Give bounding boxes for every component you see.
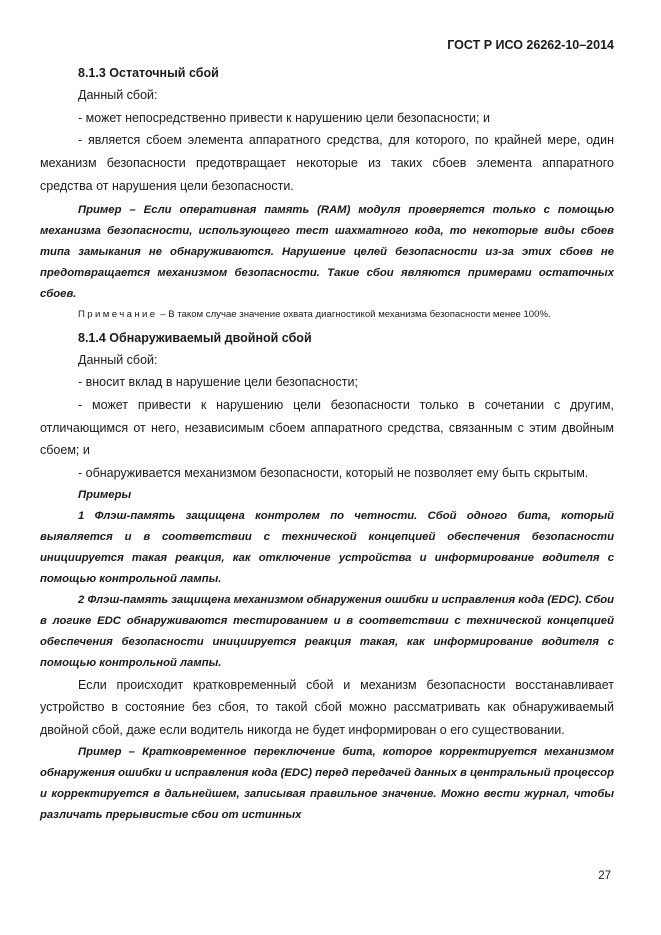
page-content (40, 62, 614, 826)
body-paragraph: Если происходит кратковременный сбой и механизм безопасности восстанавливает устройство в состояние без сбоя, то такой сбой можно рассматривать как обнаруживаемый двойной сбой, даже если водитель никогда не будет информирован о его существовании. (40, 677, 614, 738)
section-title-8-1-3: 8.1.3 Остаточный сбой (78, 66, 219, 80)
example-text: Пример – Если оперативная память (RAM) модуля проверяется только с помощью механизма безопасности, использующего тест шахматного кода, то некоторые виды сбоев типа замыкания не обнаруживаются. Нарушение целей безопасности из-за этих сбоев не предотвращается механизмом безопасности. Такие сбои являются примерами остаточных сбоев. (40, 203, 614, 300)
page-number: 27 (598, 870, 611, 882)
list-item: - обнаруживается механизмом безопасности, который не позволяет ему быть скрытым. (78, 466, 589, 481)
section-title-8-1-4: 8.1.4 Обнаруживаемый двойной сбой (78, 330, 312, 345)
note-label: Примечание (78, 308, 158, 320)
section-intro: Данный сбой: (78, 352, 158, 367)
example-text: 2 Флэш-память защищена механизмом обнаружения ошибки и исправления кода (EDC). Сбои в логике EDC обнаруживаются тестированием и в соответствии с технической концепцией обеспечения безопасности инициируется реакция такая, как информирование водителя с помощью контрольной лампы. (40, 593, 614, 669)
example-text: 1 Флэш-память защищена контролем по четности. Сбой одного бита, который выявляется и в соответствии с технической концепцией обеспечения безопасности инициируется такая реакция, как отключение устройства и информирование водителя с помощью контрольной лампы. (40, 509, 614, 585)
note-body: – В таком случае значение охвата диагностикой механизма безопасности менее 100%. (157, 308, 551, 320)
list-item: - вносит вклад в нарушение цели безопасности; (78, 375, 358, 390)
note-text (40, 305, 614, 325)
list-item: - может непосредственно привести к нарушению цели безопасности; и (78, 110, 490, 125)
document-header: ГОСТ Р ИСО 26262-10–2014 (447, 38, 614, 52)
example-text: Пример – Кратковременное переключение бита, которое корректируется механизмом обнаружения ошибки и исправления кода (EDC) перед передачей данных в центральный процессор и корректируется в дальнейшем, записывая правильное значение. Можно вести журнал, чтобы различать прерывистые сбои от истинных (40, 745, 614, 821)
list-item: - может привести к нарушению цели безопасности только в сочетании с другим, отличающимся от него, независимым сбоем аппаратного средства, связанным с этим двойным сбоем; и (40, 397, 614, 458)
examples-heading: Примеры (78, 488, 132, 501)
section-intro: Данный сбой: (78, 88, 158, 102)
list-item: - является сбоем элемента аппаратного средства, для которого, по крайней мере, один механизм безопасности предотвращает некоторые из таких сбоев элемента аппаратного средства от нарушения цели безопасности. (40, 133, 614, 193)
